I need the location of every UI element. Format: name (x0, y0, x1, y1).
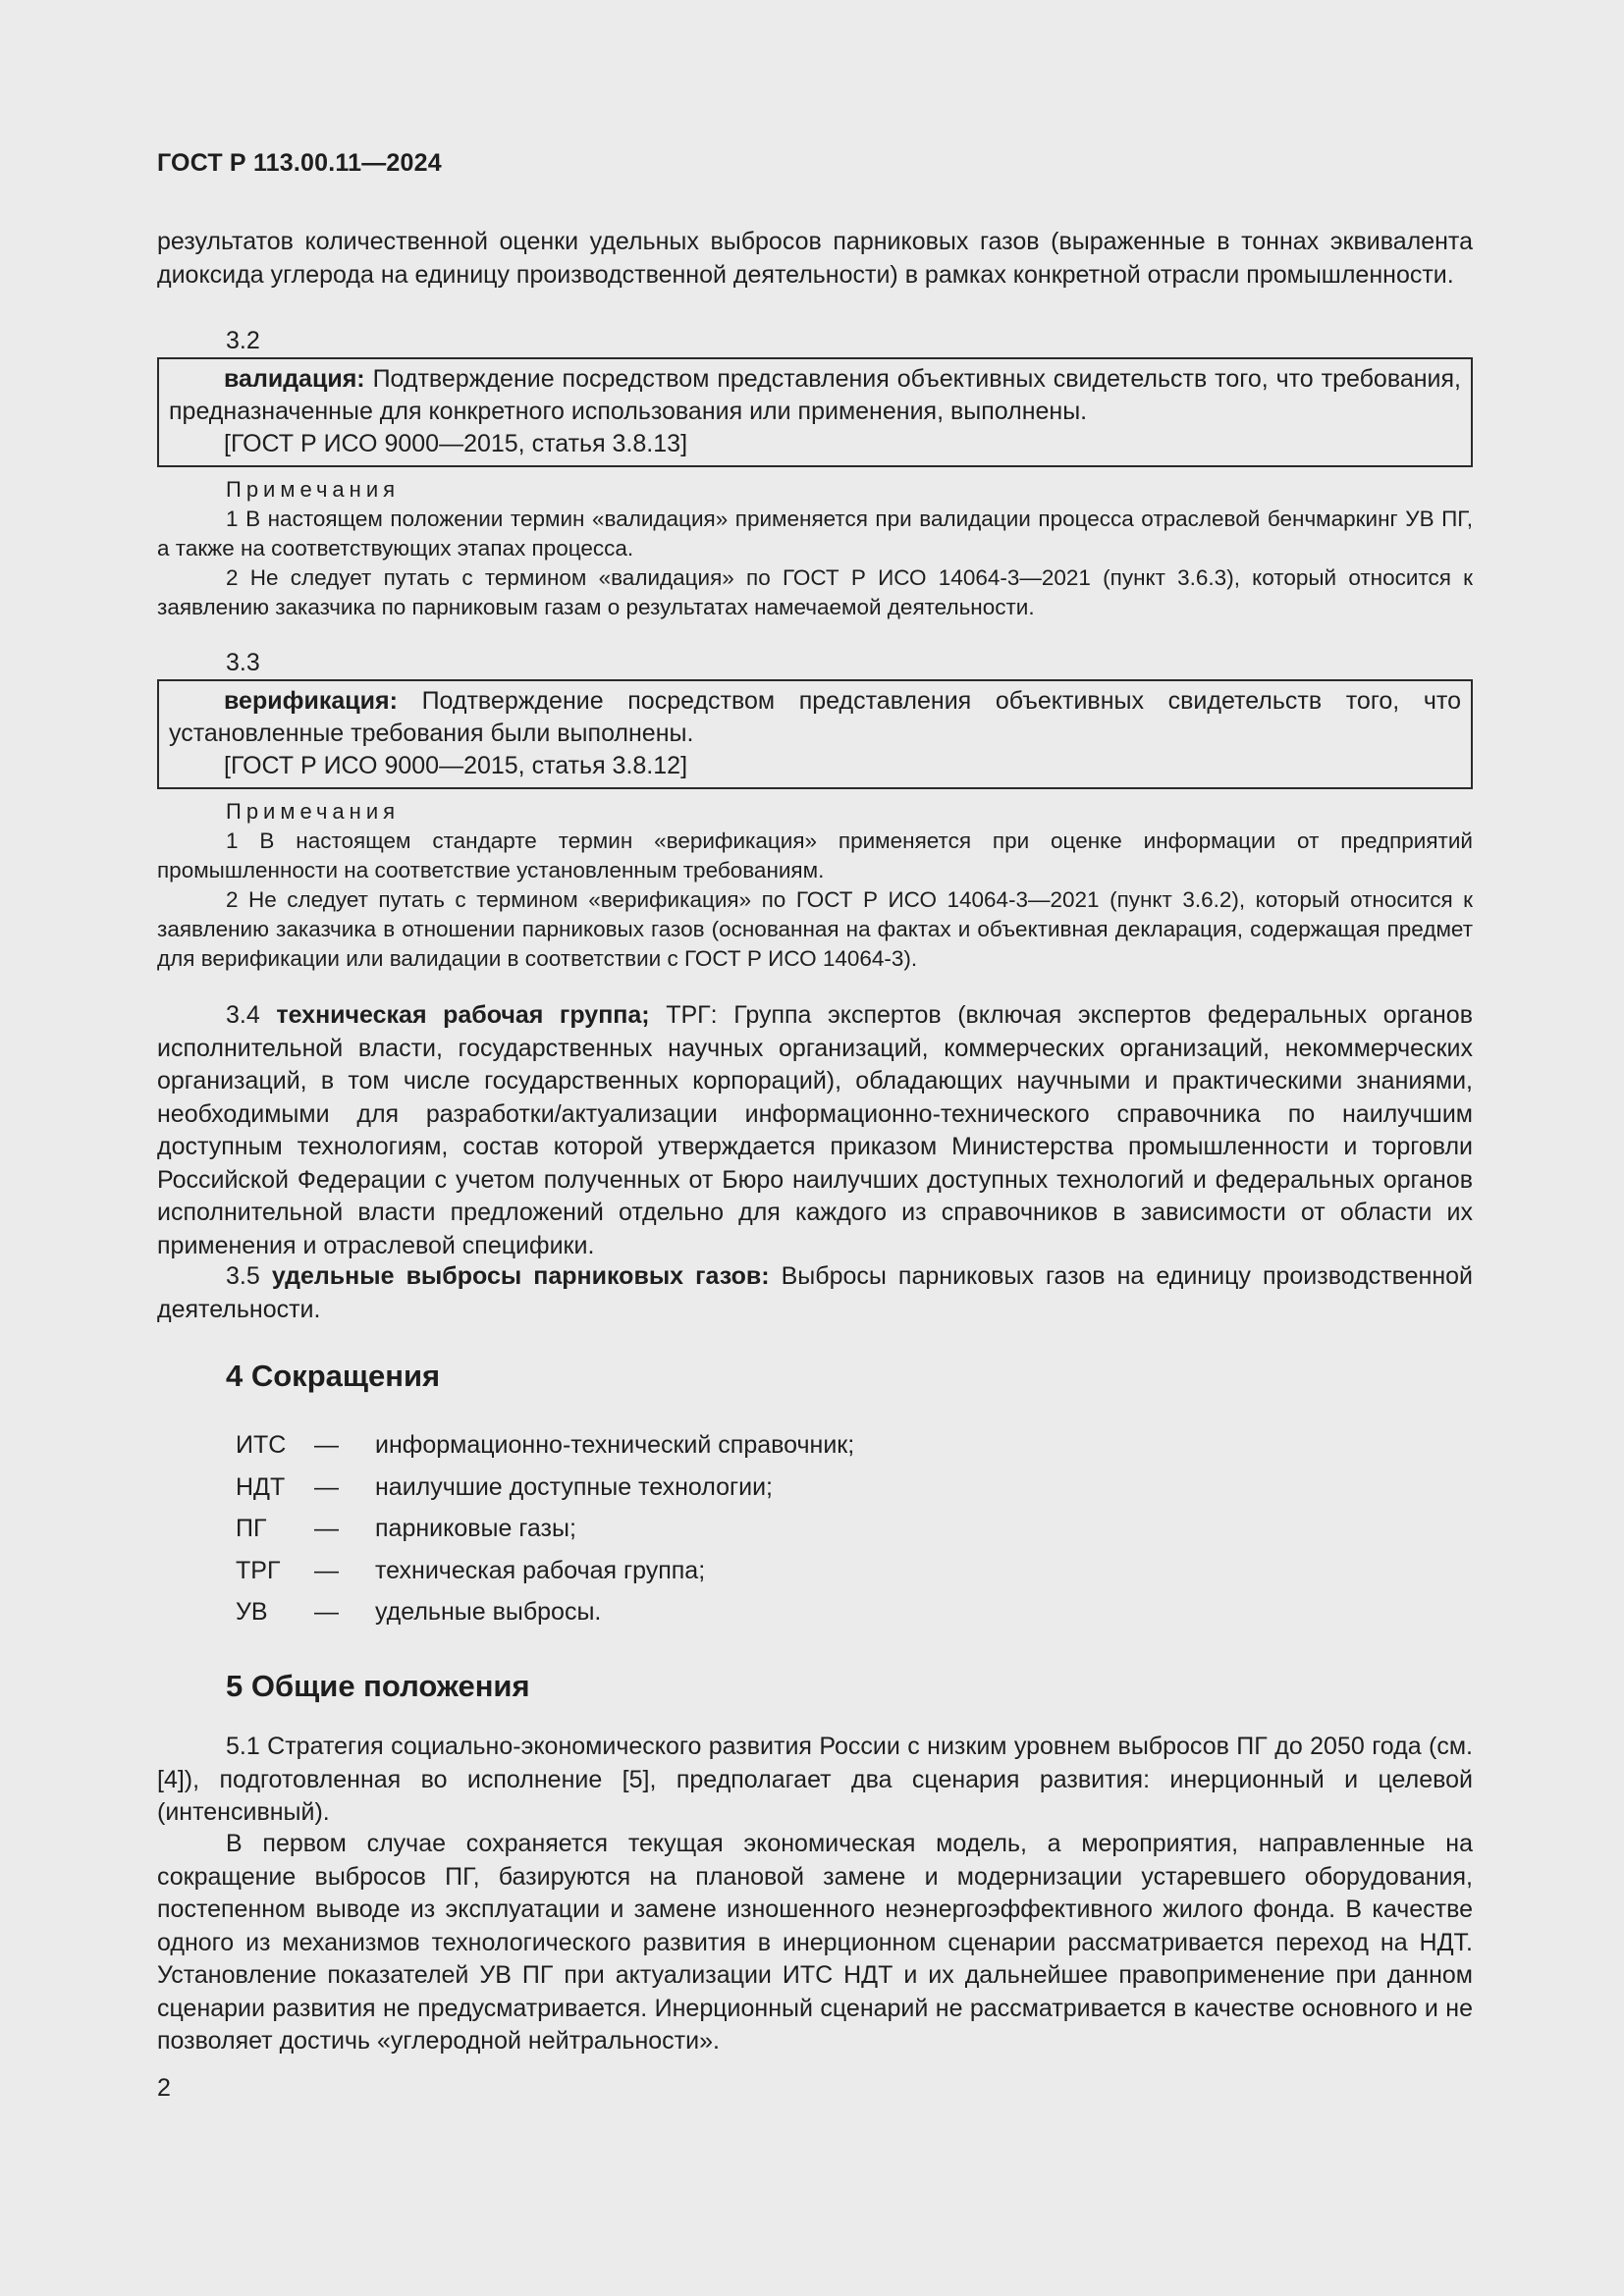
abbreviation-key: НДТ (236, 1472, 286, 1501)
abbreviations-list (157, 1424, 1473, 1633)
abbreviation-text: наилучшие доступные технологии; (375, 1472, 773, 1501)
section-title-general-provisions: 5 Общие положения (226, 1669, 530, 1703)
term-reference: [ГОСТ Р ИСО 9000—2015, статья 3.8.13] (224, 430, 688, 457)
abbreviation-dash: — (314, 1515, 339, 1542)
term-reference: [ГОСТ Р ИСО 9000—2015, статья 3.8.12] (224, 752, 688, 779)
abbreviation-text: парниковые газы; (375, 1515, 576, 1542)
term-text: Подтверждение посредством представления объективных свидетельств того, что требования, предназначенные для конкретного использования или применения, выполнены. (169, 365, 1461, 425)
abbreviation-item (157, 1424, 1473, 1467)
abbreviation-item (157, 1591, 1473, 1633)
clause-3-3 (157, 647, 1473, 974)
term-name: валидация: (224, 365, 365, 393)
term-name: удельные выбросы парниковых газов: (271, 1262, 770, 1290)
abbreviation-dash: — (314, 1431, 339, 1459)
clause-3-5 (157, 1260, 1473, 1326)
clause-5-1: 5.1 Стратегия социально-экономического развития России с низким уровнем выбросов ПГ до 2050 года (см. [4]), подготовленная во исполнение [5], предполагает два сценария развития: инерционный и целевой (интенсивный). (157, 1733, 1473, 1826)
abbreviation-item (157, 1508, 1473, 1550)
abbreviation-text: информационно-технический справочник; (375, 1431, 855, 1459)
abbreviation-item (157, 1550, 1473, 1592)
clause-number: 3.3 (226, 649, 260, 676)
abbreviation-dash: — (314, 1556, 339, 1584)
abbreviation-key: ИТС (236, 1431, 287, 1459)
note-item: 1 В настоящем стандарте термин «верификация» применяется при оценке информации от предприятий промышленности на соответствие установленным требованиям. (157, 828, 1473, 882)
intro-paragraph: результатов количественной оценки удельных выбросов парниковых газов (выраженные в тоннах эквивалента диоксида углерода на единицу производственной деятельности) в рамках конкретной отрасли промышленности. (157, 228, 1473, 289)
abbreviation-item (157, 1467, 1473, 1509)
term-definition (169, 363, 1461, 428)
clause-number: 3.4 (226, 1001, 260, 1029)
note-item: 2 Не следует путать с термином «верификация» по ГОСТ Р ИСО 14064-3—2021 (пункт 3.6.2), который относится к заявлению заказчика в отношении парниковых газов (основанная на фактах и объективная декларация, содержащая предмет для верификации или валидации в соответствии с ГОСТ Р ИСО 14064-3). (157, 887, 1473, 971)
abbreviation-text: удельные выбросы. (375, 1598, 602, 1626)
term-text: Выбросы парниковых газов на единицу производственной деятельности. (157, 1262, 1473, 1323)
page-number: 2 (157, 2074, 171, 2102)
document-code: ГОСТ Р 113.00.11—2024 (157, 149, 442, 177)
term-definition-box (157, 679, 1473, 789)
abbreviation-key: ПГ (236, 1515, 267, 1542)
term-definition-box (157, 357, 1473, 467)
clause-5-1-continuation: В первом случае сохраняется текущая экономическая модель, а мероприятия, направленные на сокращение выбросов ПГ, базируются на плановой замене и модернизации устаревшего оборудования, постепенном выводе из эксплуатации и замене изношенного неэнергоэффективного жилого фонда. В качестве одного из механизмов технологического развития в инерционном сценарии рассматривается переход на НДТ. Установление показателей УВ ПГ при актуализации ИТС НДТ и их дальнейшее правоприменение при данном сценарии развития не предусматривается. Инерционный сценарий не рассматривается в качестве основного и не позволяет достичь «углеродной нейтральности». (157, 1830, 1473, 2055)
abbreviation-key: ТРГ (236, 1556, 281, 1584)
clause-number: 3.2 (226, 327, 260, 354)
term-definition (169, 685, 1461, 750)
notes-title: Примечания (226, 799, 401, 824)
clause-number: 3.5 (226, 1262, 260, 1290)
note-item: 2 Не следует путать с термином «валидация» по ГОСТ Р ИСО 14064-3—2021 (пункт 3.6.3), который относится к заявлению заказчика по парниковым газам о результатах намечаемой деятельности. (157, 565, 1473, 619)
term-text: ТРГ: Группа экспертов (включая экспертов федеральных органов исполнительной власти, государственных научных организаций, коммерческих организаций, некоммерческих организаций, в том числе государственных корпораций), обладающих научными и практическими знаниями, необходимыми для разработки/актуализации информационно-технического справочника по наилучшим доступным технологиям, состав которой утверждается приказом Министерства промышленности и торговли Российской Федерации с учетом полученных от Бюро наилучших доступных технологий и федеральных органов исполнительной власти предложений отдельно для каждого из справочников в зависимости от области их применения и отраслевой специфики. (157, 1001, 1473, 1259)
note-item: 1 В настоящем положении термин «валидация» применяется при валидации процесса отраслевой бенчмаркинг УВ ПГ, а также на соответствующих этапах процесса. (157, 507, 1473, 561)
section-title-abbreviations: 4 Сокращения (226, 1359, 441, 1393)
abbreviation-text: техническая рабочая группа; (375, 1556, 706, 1584)
notes-title: Примечания (226, 477, 401, 502)
term-name: техническая рабочая группа; (276, 1001, 650, 1029)
abbreviation-key: УВ (236, 1598, 268, 1626)
abbreviation-dash: — (314, 1598, 339, 1626)
clause-3-2 (157, 325, 1473, 622)
term-text: Подтверждение посредством представления объективных свидетельств того, что установленные требования были выполнены. (169, 687, 1461, 747)
clause-3-4 (157, 999, 1473, 1262)
term-name: верификация: (224, 687, 398, 715)
abbreviation-dash: — (314, 1472, 339, 1501)
